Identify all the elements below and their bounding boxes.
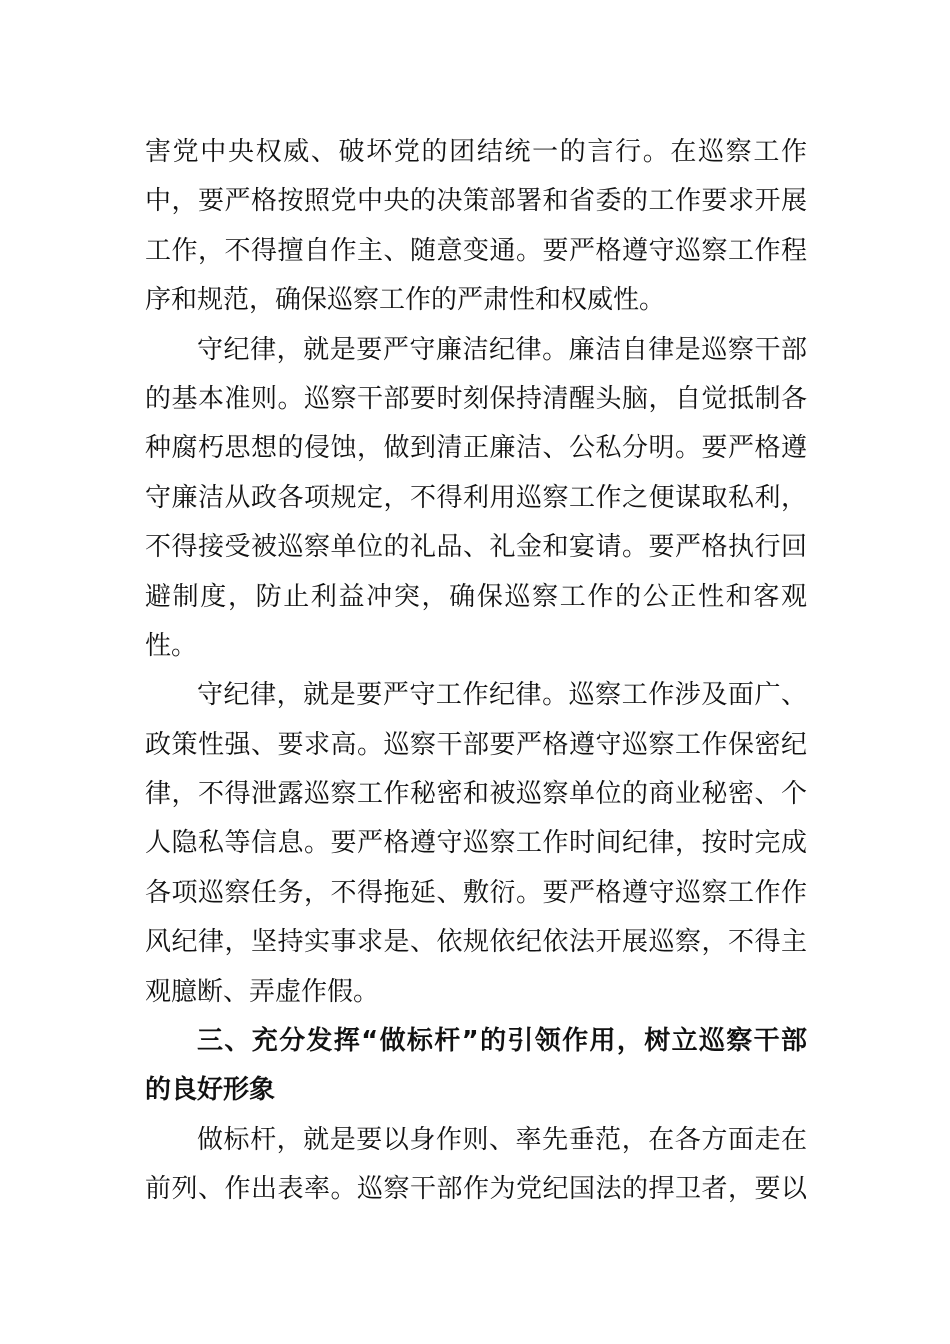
section-heading bbox=[145, 1017, 807, 1116]
text-line: 性。 bbox=[145, 630, 198, 661]
text-line: 的基本准则。巡察干部要时刻保持清醒头脑，自觉抵制各 bbox=[145, 383, 807, 414]
text-line: 守纪律，就是要严守廉洁纪律。廉洁自律是巡察干部 bbox=[197, 334, 807, 365]
text-line: 工作，不得擅自作主、随意变通。要严格遵守巡察工作程 bbox=[145, 235, 807, 266]
document-body bbox=[145, 128, 807, 1215]
paragraph bbox=[145, 1116, 807, 1215]
text-line: 律，不得泄露巡察工作秘密和被巡察单位的商业秘密、个 bbox=[145, 779, 807, 810]
text-line: 观臆断、弄虚作假。 bbox=[145, 976, 380, 1007]
text-line: 前列、作出表率。巡察干部作为党纪国法的捍卫者，要以 bbox=[145, 1174, 807, 1205]
text-line: 政策性强、要求高。巡察干部要严格遵守巡察工作保密纪 bbox=[145, 729, 807, 760]
text-line: 做标杆，就是要以身作则、率先垂范，在各方面走在 bbox=[197, 1124, 807, 1155]
text-line: 不得接受被巡察单位的礼品、礼金和宴请。要严格执行回 bbox=[145, 532, 807, 563]
paragraph bbox=[145, 326, 807, 672]
heading-line: 三、充分发挥“做标杆”的引领作用，树立巡察干部 bbox=[197, 1026, 807, 1057]
text-line: 种腐朽思想的侵蚀，做到清正廉洁、公私分明。要严格遵 bbox=[145, 433, 807, 464]
text-line: 守纪律，就是要严守工作纪律。巡察工作涉及面广、 bbox=[197, 680, 807, 711]
paragraph bbox=[145, 128, 807, 326]
paragraph bbox=[145, 671, 807, 1017]
text-line: 各项巡察任务，不得拖延、敷衍。要严格遵守巡察工作作 bbox=[145, 877, 807, 908]
text-line: 守廉洁从政各项规定，不得利用巡察工作之便谋取私利， bbox=[145, 482, 807, 513]
text-line: 避制度，防止利益冲突，确保巡察工作的公正性和客观 bbox=[145, 581, 807, 612]
heading-line: 的良好形象 bbox=[145, 1075, 276, 1106]
text-line: 害党中央权威、破坏党的团结统一的言行。在巡察工作 bbox=[145, 137, 807, 167]
text-line: 中，要严格按照党中央的决策部署和省委的工作要求开展 bbox=[145, 186, 807, 217]
text-line: 人隐私等信息。要严格遵守巡察工作时间纪律，按时完成 bbox=[145, 828, 807, 859]
text-line: 风纪律，坚持实事求是、依规依纪依法开展巡察，不得主 bbox=[145, 927, 807, 958]
text-line: 序和规范，确保巡察工作的严肃性和权威性。 bbox=[145, 285, 666, 316]
